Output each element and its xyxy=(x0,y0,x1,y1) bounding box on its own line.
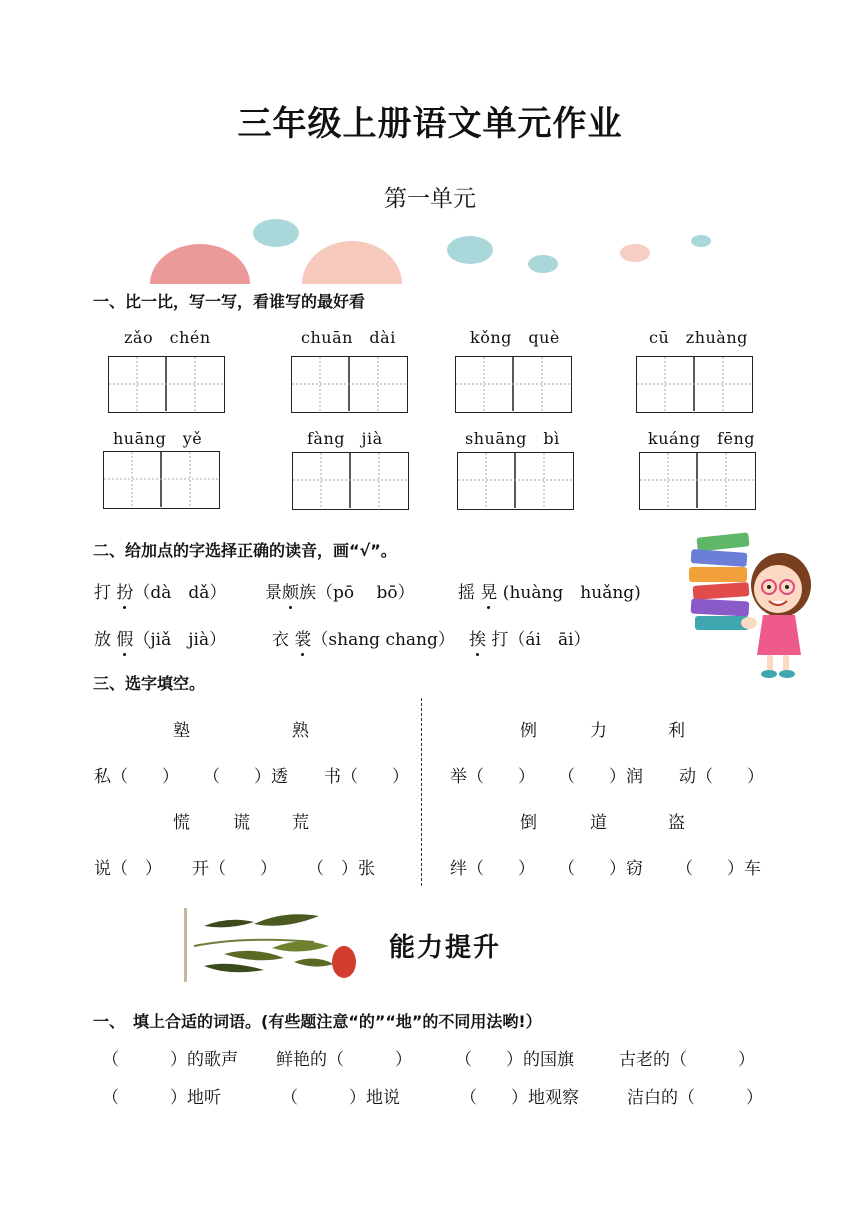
section1-heading: 一、比一比，写一写，看谁写的最好看 xyxy=(93,292,366,311)
fill-blank[interactable]: 书（ ） xyxy=(324,767,409,787)
writing-grid[interactable] xyxy=(636,356,753,413)
writing-grid[interactable] xyxy=(457,452,574,510)
fill-blank[interactable]: 私（ ） xyxy=(94,767,179,787)
choice-char: 熟 xyxy=(292,721,309,741)
bamboo-decoration xyxy=(184,906,359,984)
writing-grid[interactable] xyxy=(292,452,409,510)
pinyin-label: kuáng fēng xyxy=(648,429,756,448)
pinyin-label: huāng yě xyxy=(113,429,203,448)
pinyin-label: zǎo chén xyxy=(124,328,211,347)
dotted-char: 颇 xyxy=(282,583,299,603)
section3-heading: 三、选字填空。 xyxy=(93,674,206,693)
reading-options[interactable]: （jiǎ jià） xyxy=(133,630,227,650)
reading-item: 衣 裳（shang chang） xyxy=(272,630,455,650)
pinyin-label: cū zhuàng xyxy=(649,328,748,347)
writing-grid[interactable] xyxy=(108,356,225,413)
reading-options[interactable]: （shang chang） xyxy=(311,630,455,650)
reading-item: 挨 打（ái āi） xyxy=(469,630,591,650)
decorative-circles xyxy=(140,212,740,284)
writing-grid[interactable] xyxy=(639,452,756,510)
dotted-char: 假 xyxy=(116,630,134,650)
dotted-char: 裳 xyxy=(294,630,312,650)
fill-blank[interactable]: 动（ ） xyxy=(679,767,764,787)
writing-grid[interactable] xyxy=(103,451,220,509)
fill-blank[interactable]: （ ）地听 xyxy=(102,1088,221,1108)
fill-blank[interactable]: （ ）车 xyxy=(676,859,761,879)
fill-blank[interactable]: 洁白的（ ） xyxy=(627,1088,763,1108)
writing-grid[interactable] xyxy=(455,356,572,413)
page-title: 三年级上册语文单元作业 xyxy=(237,104,623,144)
pinyin-label: shuāng bì xyxy=(465,429,560,448)
choice-char: 谎 xyxy=(233,813,250,833)
pinyin-label: chuān dài xyxy=(301,328,396,347)
fill-blank[interactable]: （ ）透 xyxy=(203,767,288,787)
section2-heading: 二、给加点的字选择正确的读音，画“√”。 xyxy=(93,541,397,560)
choice-char: 利 xyxy=(668,721,685,741)
dashed-divider xyxy=(421,698,422,886)
choice-char: 盗 xyxy=(668,813,685,833)
fill-blank[interactable]: 古老的（ ） xyxy=(619,1050,755,1070)
choice-char: 慌 xyxy=(173,813,190,833)
choice-char: 例 xyxy=(520,721,537,741)
fill-blank[interactable]: 开（ ） xyxy=(192,859,277,879)
choice-char: 力 xyxy=(590,721,607,741)
reading-options[interactable]: （pō bō） xyxy=(316,583,415,603)
fill-blank[interactable]: （ ）地说 xyxy=(281,1088,400,1108)
dotted-char: 挨 xyxy=(469,630,486,650)
choice-char: 倒 xyxy=(520,813,537,833)
reading-options[interactable]: （dà dǎ） xyxy=(133,583,227,603)
fill-blank[interactable]: （ ）润 xyxy=(558,767,643,787)
fill-blank[interactable]: 说（ ） xyxy=(94,859,162,879)
banner-title: 能力提升 xyxy=(389,933,502,963)
fill-blank[interactable]: 鲜艳的（ ） xyxy=(276,1050,412,1070)
fill-blank[interactable]: （ ）的国旗 xyxy=(455,1050,574,1070)
page-subtitle: 第一单元 xyxy=(384,186,476,212)
fill-blank[interactable]: （ ）的歌声 xyxy=(102,1050,238,1070)
reading-item: 摇 晃 (huàng huǎng) xyxy=(458,583,641,603)
choice-char: 塾 xyxy=(173,721,190,741)
fill-blank[interactable]: 绊（ ） xyxy=(450,859,535,879)
choice-char: 道 xyxy=(590,813,607,833)
dotted-char: 扮 xyxy=(116,583,134,603)
fill-blank[interactable]: 举（ ） xyxy=(450,767,535,787)
pinyin-label: kǒng què xyxy=(470,328,560,347)
fill-blank[interactable]: （ ）窃 xyxy=(558,859,643,879)
reading-item: 景颇族（pō bō） xyxy=(265,583,415,603)
dotted-char: 晃 xyxy=(480,583,498,603)
fill-blank[interactable]: （ ）地观察 xyxy=(460,1088,579,1108)
writing-grid[interactable] xyxy=(291,356,408,413)
reading-item: 放 假（jiǎ jià） xyxy=(94,630,227,650)
reading-options[interactable]: （ái āi） xyxy=(508,630,591,650)
reading-item: 打 扮（dà dǎ） xyxy=(94,583,227,603)
section4-heading: 一、 填上合适的词语。(有些题注意“的”“地”的不同用法哟!） xyxy=(93,1012,542,1031)
pinyin-label: fàng jià xyxy=(307,429,383,448)
fill-blank[interactable]: （ ）张 xyxy=(307,859,375,879)
girl-with-books-illustration xyxy=(683,523,823,683)
reading-options[interactable]: (huàng huǎng) xyxy=(497,583,641,603)
choice-char: 荒 xyxy=(292,813,309,833)
